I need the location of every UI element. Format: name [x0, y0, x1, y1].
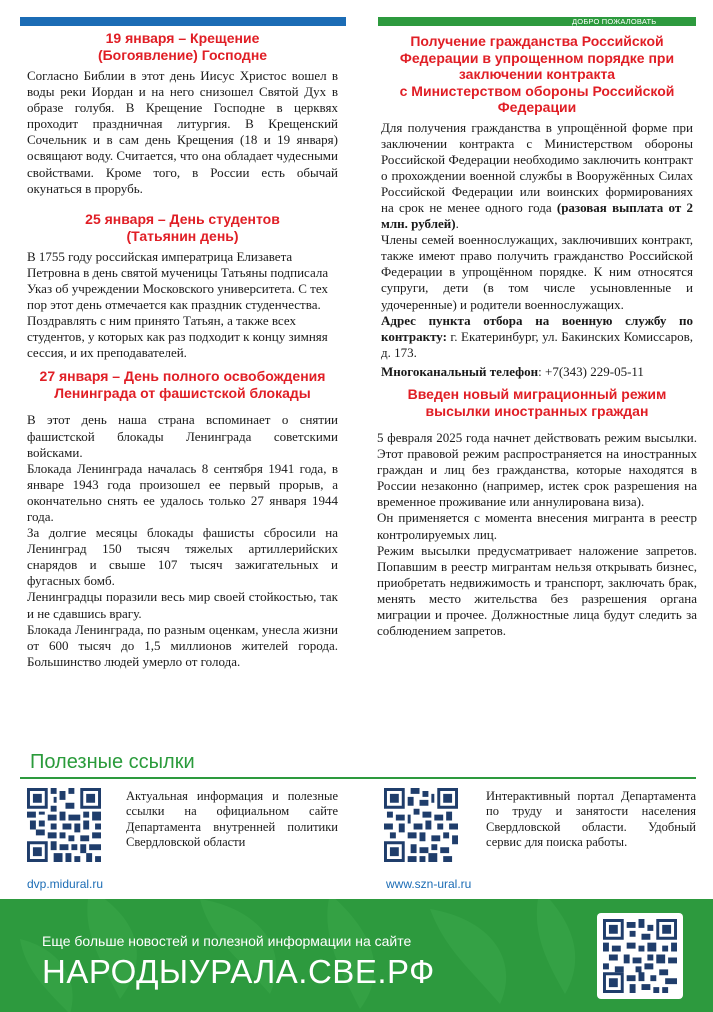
- title-line: Ленинграда от фашистской блокады: [54, 385, 311, 402]
- title-line: с Министерством обороны Российской: [399, 82, 675, 99]
- link-szn[interactable]: www.szn-ural.ru: [386, 877, 472, 891]
- useful-links-title: Полезные ссылки: [30, 751, 195, 773]
- section-title-students-day: [27, 211, 338, 245]
- title-line: Введен новый миграционный режим: [407, 386, 667, 402]
- paragraph: [377, 120, 697, 233]
- phone-value: : +7(343) 229-05-11: [538, 363, 644, 379]
- phone-label: Многоканальный телефон: [381, 363, 539, 379]
- payment-amount: (разовая выплата от 2 млн. рублей): [381, 199, 693, 232]
- link-dvp[interactable]: dvp.midural.ru: [27, 877, 104, 891]
- address-label: Адрес пункта отбора на военную службу по контракту:: [381, 312, 693, 344]
- paragraph: Блокада Ленинграда началась 8 сентября 1941 года, в январе 1943 года произошел ее первый прорыв, а окончательно снять ее удалось только 27 января 1944 года.: [27, 460, 338, 524]
- paragraph: Члены семей военнослужащих, заключивших контракт, также имеют право получить гражданство Российской Федерации в упрощённом порядке. К ним относятся супруги, дети (в том числе усыновленные и удочеренные) и родители военнослужащих.: [381, 232, 693, 312]
- footer-banner: [0, 899, 713, 1012]
- paragraph: За долгие месяцы блокады фашисты сбросили на Ленинград 150 тысяч тяжелых артиллерийских снарядов и свыше 107 тысяч зажигательных и фугасных бомб.: [27, 525, 338, 589]
- section-students-day: [27, 211, 338, 362]
- left-column: [27, 30, 338, 670]
- title-line: 27 января – День полного освобождения: [39, 368, 326, 385]
- address-paragraph: [377, 313, 697, 361]
- paragraph: Ленинградцы поразили весь мир своей стойкостью, так и не сдавшись врагу.: [27, 589, 338, 621]
- section-title-migration: [377, 386, 697, 420]
- qr-code-icon[interactable]: [597, 913, 683, 999]
- paragraph: 5 февраля 2025 года начнет действовать режим высылки. Этот правовой режим распространяется на иностранных граждан и лиц без гражданства, которые находятся в России незаконно (например, истек срок разрешения на временное проживание или аннулирована виза).: [377, 430, 697, 510]
- qr-code-icon-graphic: [603, 919, 677, 993]
- qr-code-icon[interactable]: [384, 788, 458, 862]
- footer-site-link[interactable]: НАРОДЫУРАЛА.СВЕ.РФ: [42, 953, 435, 990]
- phone-paragraph: [377, 364, 697, 380]
- footer-subtitle: Еще больше новостей и полезной информации на сайте: [42, 933, 412, 949]
- section-title-leningrad: [27, 368, 338, 402]
- welcome-label: ДОБРО ПОЖАЛОВАТЬ: [572, 17, 657, 26]
- section-migration: [377, 386, 697, 639]
- title-line: 19 января – Крещение: [105, 30, 260, 46]
- section-title-citizenship: [377, 33, 697, 116]
- section-epiphany: [27, 30, 338, 197]
- right-column: [377, 33, 697, 639]
- paragraph: В 1755 году российская императрица Елизавета Петровна в день святой мученицы Татьяны подписала Указ об учреждении Московского университета. С тех пор этот день отмечается как праздник студенчества.: [27, 248, 329, 313]
- section-citizenship: [377, 33, 697, 380]
- section-leningrad: [27, 368, 338, 670]
- title-line: Федерации: [497, 99, 577, 115]
- title-line: Получение гражданства Российской: [410, 33, 664, 49]
- paragraph: Он применяется с момента внесения мигранта в реестр контролируемых лиц.: [377, 510, 697, 542]
- paragraph: Согласно Библии в этот день Иисус Христос вошел в воды реки Иордан и на него снизошел Святой Дух в образе голубя. В Крещение Господне в церквях проходит праздничная литургия. В Крещенский Сочельник и в сам день Крещения (18 и 19 января) освящают воду. Считается, что она обладает чудесными свойствами. Кроме того, в России есть обычай окунаться в прорубь.: [27, 68, 338, 196]
- link-description-dvp: Актуальная информация и полезные ссылки на официальном сайте Департамента внутренней политики Свердловской области: [126, 789, 338, 849]
- title-line: заключении контракта: [458, 66, 616, 82]
- qr-code-icon-graphic: [27, 788, 101, 862]
- address-value: г. Екатеринбург, ул. Бакинских Комиссаров, д. 173.: [381, 328, 693, 360]
- paragraph-text: Для получения гражданства в упрощённой форме при заключении контракта с Министерством обороны Российской Федерации необходимо заключить контракт о прохождении военной службы в Вооружённых Силах Российской Федерации или воинских формированиях на срок не менее одного года: [381, 119, 693, 215]
- link-description-szn: Интерактивный портал Департамента по труду и занятости населения Свердловской области. Удобный сервис для поиска работы.: [486, 789, 696, 849]
- title-line: (Богоявление) Господне: [97, 47, 268, 63]
- paragraph: Поздравлять с ним принято Татьян, а также всех студентов, у которых как раз подходит к концу зимняя сессия, и их преподавателей.: [27, 313, 328, 361]
- qr-code-icon-graphic: [384, 788, 458, 862]
- title-line: (Татьянин день): [126, 227, 239, 244]
- title-line: 25 января – День студентов: [85, 210, 280, 227]
- useful-links-divider: [20, 777, 696, 779]
- top-blue-bar: [20, 17, 346, 26]
- paragraph: Блокада Ленинграда, по разным оценкам, унесла жизни от 600 тысяч до 1,5 миллионов жителей города. Большинство людей умерло от голода.: [27, 621, 338, 669]
- paragraph: Режим высылки предусматривает наложение запретов. Попавшим в реестр мигрантам нельзя открывать бизнес, приобретать недвижимость и транспорт, заключать брак, менять место жительства без разрешения органа миграции и прочее. Должностные лица будут следить за соблюдением запретов.: [377, 542, 697, 639]
- paragraph-end: .: [455, 216, 459, 232]
- section-title-epiphany: [27, 30, 338, 64]
- qr-code-icon[interactable]: [27, 788, 101, 862]
- title-line: Федерации в упрощенном порядке при: [399, 49, 675, 66]
- title-line: высылки иностранных граждан: [425, 403, 649, 419]
- paragraph: В этот день наша страна вспоминает о снятии фашистской блокады Ленинграда советскими войсками.: [27, 412, 338, 460]
